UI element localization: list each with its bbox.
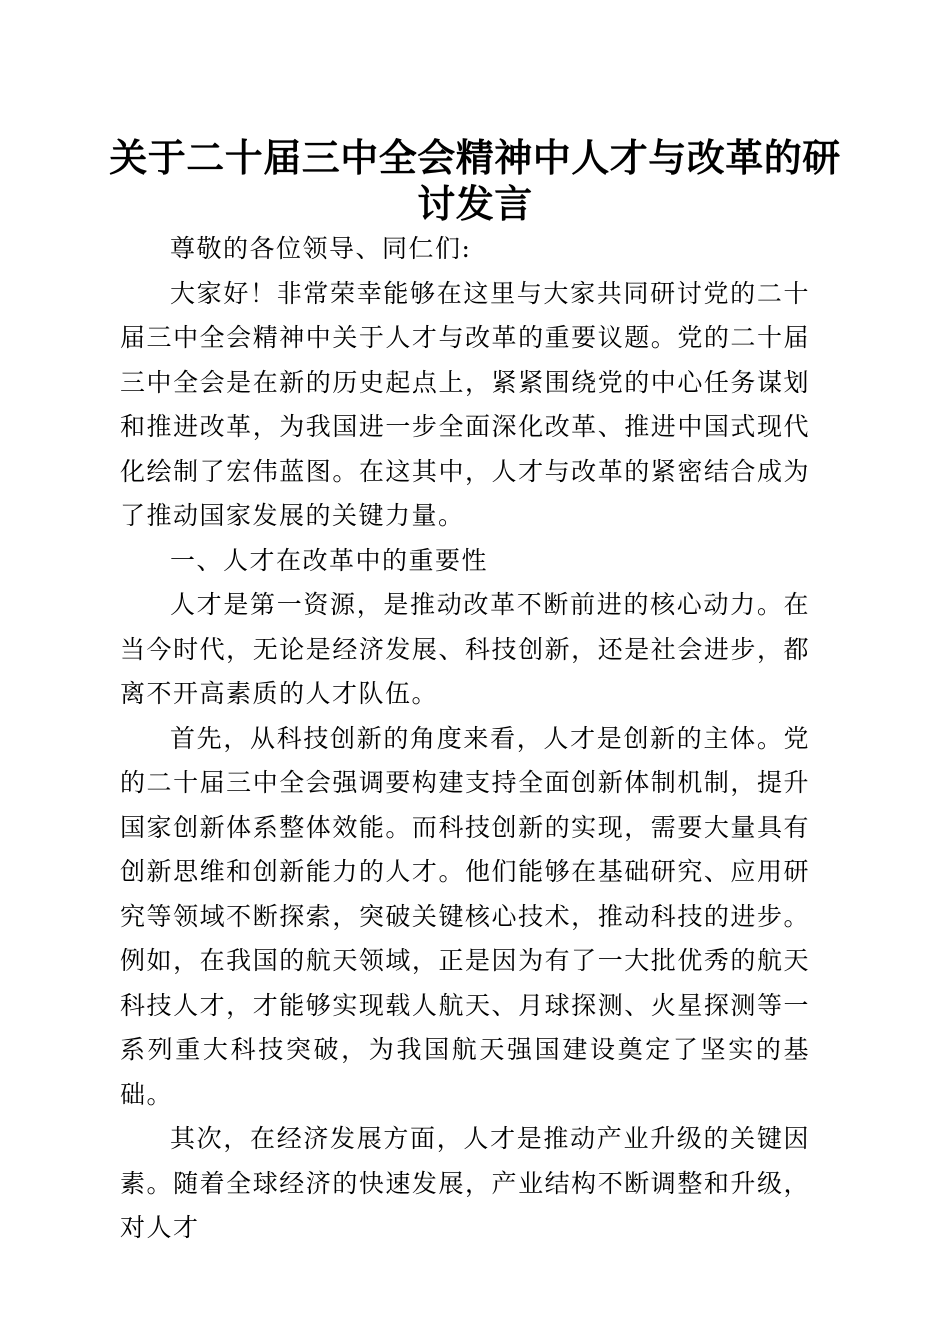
document-body: [120, 227, 810, 1251]
section-paragraph: 其次，在经济发展方面，人才是推动产业升级的关键因素。随着全球经济的快速发展，产业结构不断调整和升级，对人才: [120, 1124, 810, 1242]
section-paragraph: 首先，从科技创新的角度来看，人才是创新的主体。党的二十届三中全会强调要构建支持全面创新体制机制，提升国家创新体系整体效能。而科技创新的实现，需要大量具有创新思维和创新能力的人才。他们能够在基础研究、应用研究等领域不断探索，突破关键核心技术，推动科技的进步。例如，在我国的航天领域，正是因为有了一大批优秀的航天科技人才，才能够实现载人航天、月球探测、火星探测等一系列重大科技突破，为我国航天强国建设奠定了坚实的基础。: [120, 723, 810, 1109]
section-heading: 一、人才在改革中的重要性: [170, 545, 489, 575]
section-paragraph: 人才是第一资源，是推动改革不断前进的核心动力。在当今时代，无论是经济发展、科技创新，还是社会进步，都离不开高素质的人才队伍。: [120, 590, 810, 708]
intro-paragraph: 大家好！非常荣幸能够在这里与大家共同研讨党的二十届三中全会精神中关于人才与改革的重要议题。党的二十届三中全会是在新的历史起点上，紧紧围绕党的中心任务谋划和推进改革，为我国进一步全面深化改革、推进中国式现代化绘制了宏伟蓝图。在这其中，人才与改革的紧密结合成为了推动国家发展的关键力量。: [120, 278, 810, 530]
document-title: 关于二十届三中全会精神中人才与改革的研讨发言: [109, 135, 841, 226]
salutation: 尊敬的各位领导、同仁们:: [170, 234, 472, 263]
